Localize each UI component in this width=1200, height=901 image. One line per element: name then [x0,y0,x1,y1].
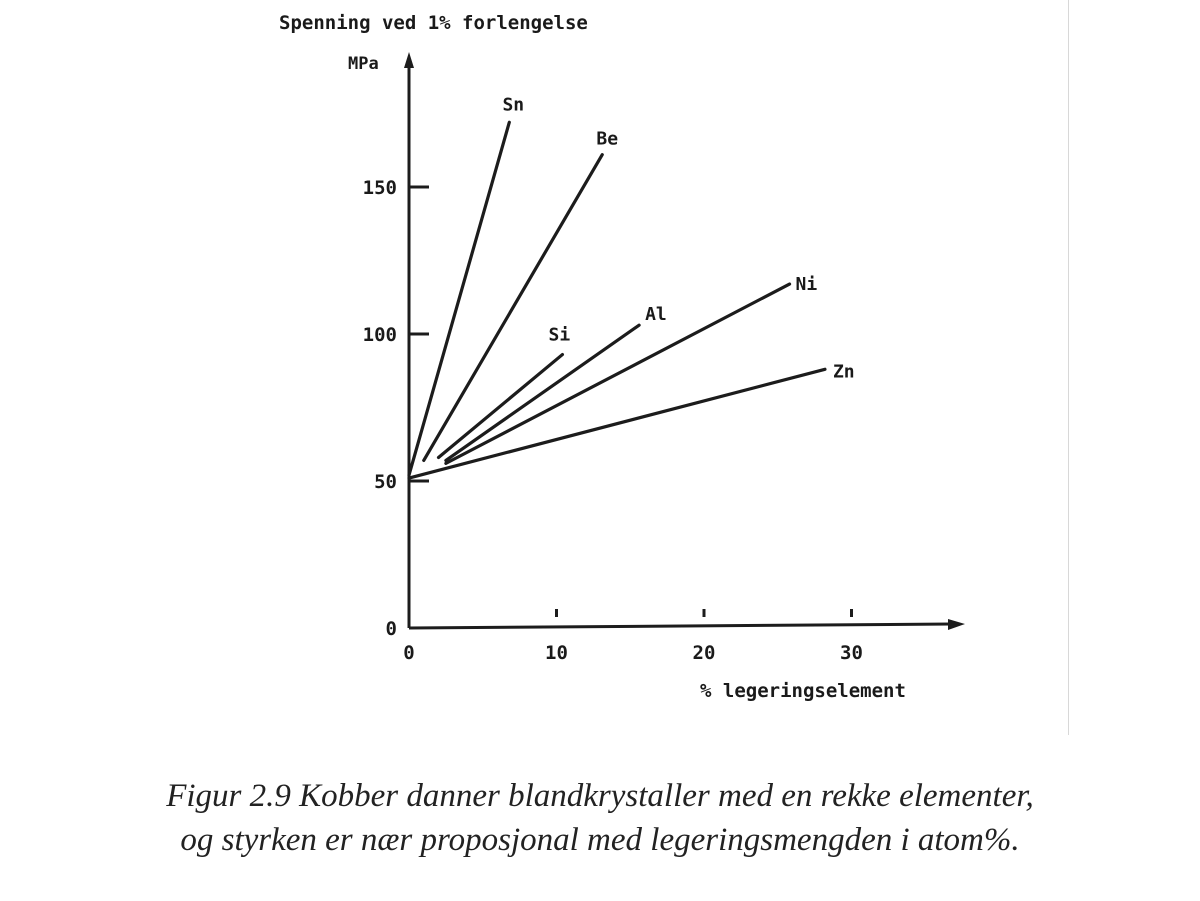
axes [404,52,965,630]
y-tick-label-50: 50 [374,471,397,493]
series-line-sn [409,122,509,475]
y-tick-label-100: 100 [362,324,397,346]
x-axis-line [409,624,952,628]
series-line-al [446,325,639,460]
series-label-ni: Ni [795,274,818,296]
y-axis-arrow [404,52,414,68]
caption-line-2: og styrken er nær proposjonal med legeringsmengden i atom%. [180,822,1020,858]
x-tick-label-20: 20 [692,642,716,664]
ticks [363,177,863,664]
y-tick-label-150: 150 [362,177,397,199]
x-axis-title: % legeringselement [700,680,906,702]
series-label-al: Al [645,304,667,326]
x-axis-arrow [948,619,965,630]
series-label-sn: Sn [502,94,525,116]
x-tick-label-0: 0 [403,642,415,664]
caption-line-1: Figur 2.9 Kobber danner blandkrystaller med en rekke elementer, [166,778,1034,814]
series-label-si: Si [548,324,571,346]
series-line-zn [409,369,825,478]
x-tick-label-30: 30 [840,642,863,664]
series-line-ni [446,284,790,463]
y-tick-label-0: 0 [385,618,397,640]
chart-title: Spenning ved 1% forlengelse [279,12,588,34]
x-tick-label-10: 10 [545,642,568,664]
series-label-zn: Zn [832,361,855,383]
series-label-be: Be [596,128,619,150]
series-lines [409,94,855,478]
y-axis-unit: MPa [348,54,379,74]
